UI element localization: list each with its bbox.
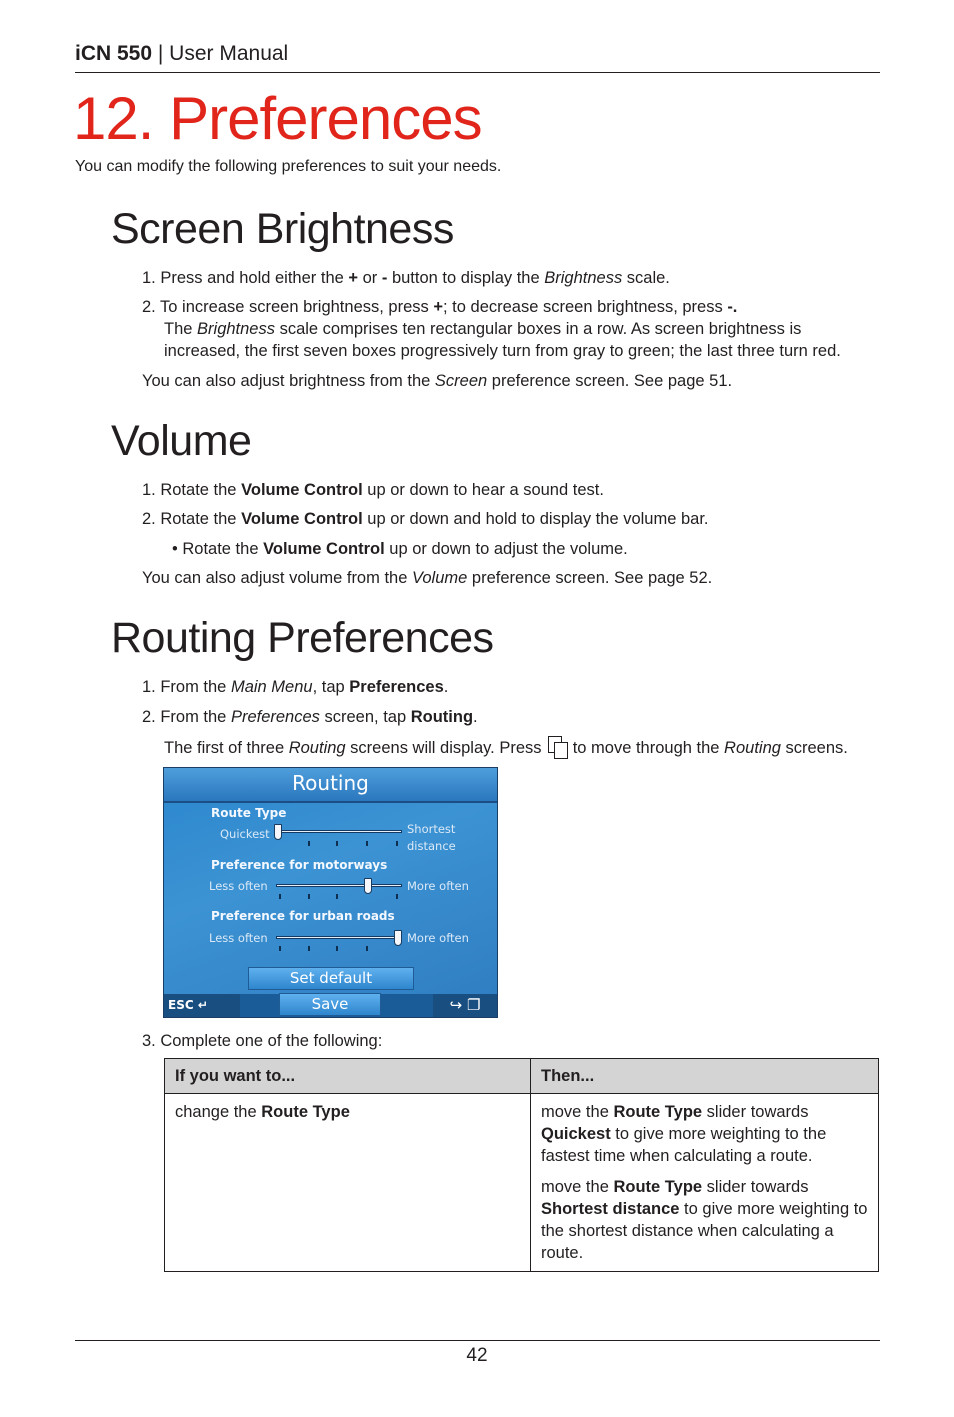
brightness-step-2-detail-2: increased, the first seven boxes progressively turn from gray to green; the last three turn red. [164, 342, 841, 360]
urban-roads-left-label: Less often [209, 931, 268, 945]
text: screens will display. Press [345, 739, 547, 757]
motorways-slider-thumb[interactable] [364, 878, 372, 894]
slider-tick [336, 946, 338, 951]
urban-roads-right-label: More often [407, 931, 469, 945]
header-separator: | [152, 42, 170, 65]
table-header-cell: If you want to... [165, 1059, 531, 1094]
text: . [443, 678, 449, 696]
text: , tap [312, 678, 350, 696]
brightness-step-2-detail [164, 318, 801, 340]
text: slider towards [702, 1103, 809, 1121]
text: 2. From the [142, 708, 231, 726]
route-type-left-label: Quickest [220, 827, 270, 841]
strong: Route Type [261, 1103, 350, 1121]
strong: Volume Control [241, 510, 363, 528]
slider-tick [336, 841, 338, 846]
back-arrow-icon: ↵ [197, 998, 208, 1012]
emphasis: Main Menu [230, 678, 313, 696]
strong: Shortest distance [541, 1200, 680, 1218]
esc-button[interactable] [164, 994, 240, 1017]
text: to move through the [568, 739, 725, 757]
text: scale comprises ten rectangular boxes in a row. As screen brightness is [275, 320, 802, 338]
slider-tick [396, 841, 398, 846]
slider-tick [336, 894, 338, 899]
text: move the [541, 1178, 614, 1196]
text: preference screen. See page 51. [487, 372, 733, 390]
slider-tick [279, 894, 281, 899]
strong: Quickest [541, 1125, 611, 1143]
text: • Rotate the [172, 540, 264, 558]
section-title-volume: Volume [111, 417, 252, 465]
pages-icon: ❐ [466, 996, 481, 1014]
text: You can also adjust volume from the [142, 569, 412, 587]
minus-symbol: - [381, 269, 388, 287]
slider-tick [396, 894, 398, 899]
table-cell [165, 1094, 531, 1272]
text: 1. From the [142, 678, 231, 696]
table-row [165, 1094, 879, 1272]
text: scale. [622, 269, 670, 287]
slider-tick [308, 894, 310, 899]
pages-icon [546, 735, 568, 759]
text: ; to decrease screen brightness, press [443, 298, 728, 316]
text: up or down and hold to display the volume bar. [362, 510, 709, 528]
text: 2. Rotate the [142, 510, 242, 528]
text: up or down to hear a sound test. [362, 481, 604, 499]
strong: Route Type [613, 1103, 703, 1121]
strong: Route Type [613, 1178, 703, 1196]
cell-paragraph [541, 1101, 868, 1167]
motorways-label: Preference for motorways [211, 858, 388, 872]
text: move the [541, 1103, 614, 1121]
set-default-button[interactable]: Set default [248, 967, 414, 990]
section-title-routing: Routing Preferences [111, 614, 494, 662]
text: 2. To increase screen brightness, press [142, 298, 434, 316]
routing-step-2-detail [164, 735, 848, 759]
emphasis: Brightness [197, 320, 275, 338]
motorways-right-label: More often [407, 879, 469, 893]
route-type-slider-thumb[interactable] [274, 824, 282, 840]
routing-step-1 [142, 676, 448, 698]
emphasis: Screen [434, 372, 488, 390]
routing-screen-image [163, 767, 498, 1018]
text: up or down to adjust the volume. [384, 540, 628, 558]
section-title-brightness: Screen Brightness [111, 205, 454, 253]
brightness-also [142, 370, 732, 392]
volume-bullet [172, 538, 628, 560]
slider-tick [308, 841, 310, 846]
text: The first of three [164, 739, 289, 757]
brightness-step-2 [142, 296, 737, 318]
emphasis: Routing [724, 739, 781, 757]
manual-name: User Manual [169, 42, 289, 65]
text: to give more weighting to the fastest time when calculating a route. [541, 1125, 827, 1165]
text: 1. Rotate the [142, 481, 242, 499]
save-button[interactable]: Save [279, 993, 381, 1016]
text: screen, tap [319, 708, 411, 726]
brightness-step-1 [142, 267, 670, 289]
running-header [75, 42, 880, 73]
intro-text: You can modify the following preferences to suit your needs. [75, 158, 502, 175]
slider-tick [279, 946, 281, 951]
plus-symbol: + [348, 269, 359, 287]
plus-symbol: + [433, 298, 443, 316]
text: slider towards [702, 1178, 809, 1196]
urban-roads-slider-track[interactable] [276, 936, 402, 939]
routing-step-3: 3. Complete one of the following: [142, 1032, 383, 1050]
motorways-slider-track[interactable] [276, 884, 402, 887]
next-screen-button[interactable] [433, 994, 497, 1017]
slider-tick [366, 946, 368, 951]
text: change the [175, 1103, 262, 1121]
footer-rule [75, 1340, 880, 1341]
product-name: iCN 550 [75, 42, 153, 65]
emphasis: Routing [288, 739, 346, 757]
table-header-cell: Then... [531, 1059, 879, 1094]
volume-step-1 [142, 479, 604, 501]
route-type-slider-track[interactable] [276, 830, 402, 833]
emphasis: Volume [411, 569, 468, 587]
esc-label: ESC [168, 998, 194, 1012]
urban-roads-slider-thumb[interactable] [394, 930, 402, 946]
motorways-left-label: Less often [209, 879, 268, 893]
route-type-right-label-2: distance [407, 839, 456, 853]
text: to give more weighting to the shortest distance when calculating a route. [541, 1200, 868, 1262]
text: preference screen. See page 52. [467, 569, 713, 587]
next-arrow-icon: ↪ [449, 996, 463, 1014]
chapter-title: 12. Preferences [73, 85, 482, 152]
text: screens. [780, 739, 848, 757]
strong: Volume Control [263, 540, 385, 558]
slider-tick [308, 946, 310, 951]
table-header-row [165, 1059, 879, 1094]
strong: Preferences [349, 678, 444, 696]
page-number: 42 [466, 1345, 488, 1366]
cell-paragraph [541, 1176, 868, 1264]
slider-tick [366, 841, 368, 846]
volume-also [142, 567, 712, 589]
strong: Volume Control [241, 481, 363, 499]
text: 1. Press and hold either the [142, 269, 349, 287]
urban-roads-label: Preference for urban roads [211, 909, 395, 923]
route-type-right-label-1: Shortest [407, 822, 456, 836]
emphasis: Preferences [230, 708, 320, 726]
emphasis: Brightness [544, 269, 623, 287]
minus-symbol: -. [727, 298, 738, 316]
device-title: Routing [164, 768, 497, 803]
text: or [358, 269, 382, 287]
volume-step-2 [142, 508, 709, 530]
text: You can also adjust brightness from the [142, 372, 435, 390]
options-table [164, 1058, 879, 1272]
route-type-label: Route Type [211, 806, 287, 820]
table-cell [531, 1094, 879, 1272]
text: . [473, 708, 478, 726]
text: The [164, 320, 198, 338]
routing-step-2 [142, 706, 478, 728]
strong: Routing [410, 708, 474, 726]
text: button to display the [387, 269, 545, 287]
